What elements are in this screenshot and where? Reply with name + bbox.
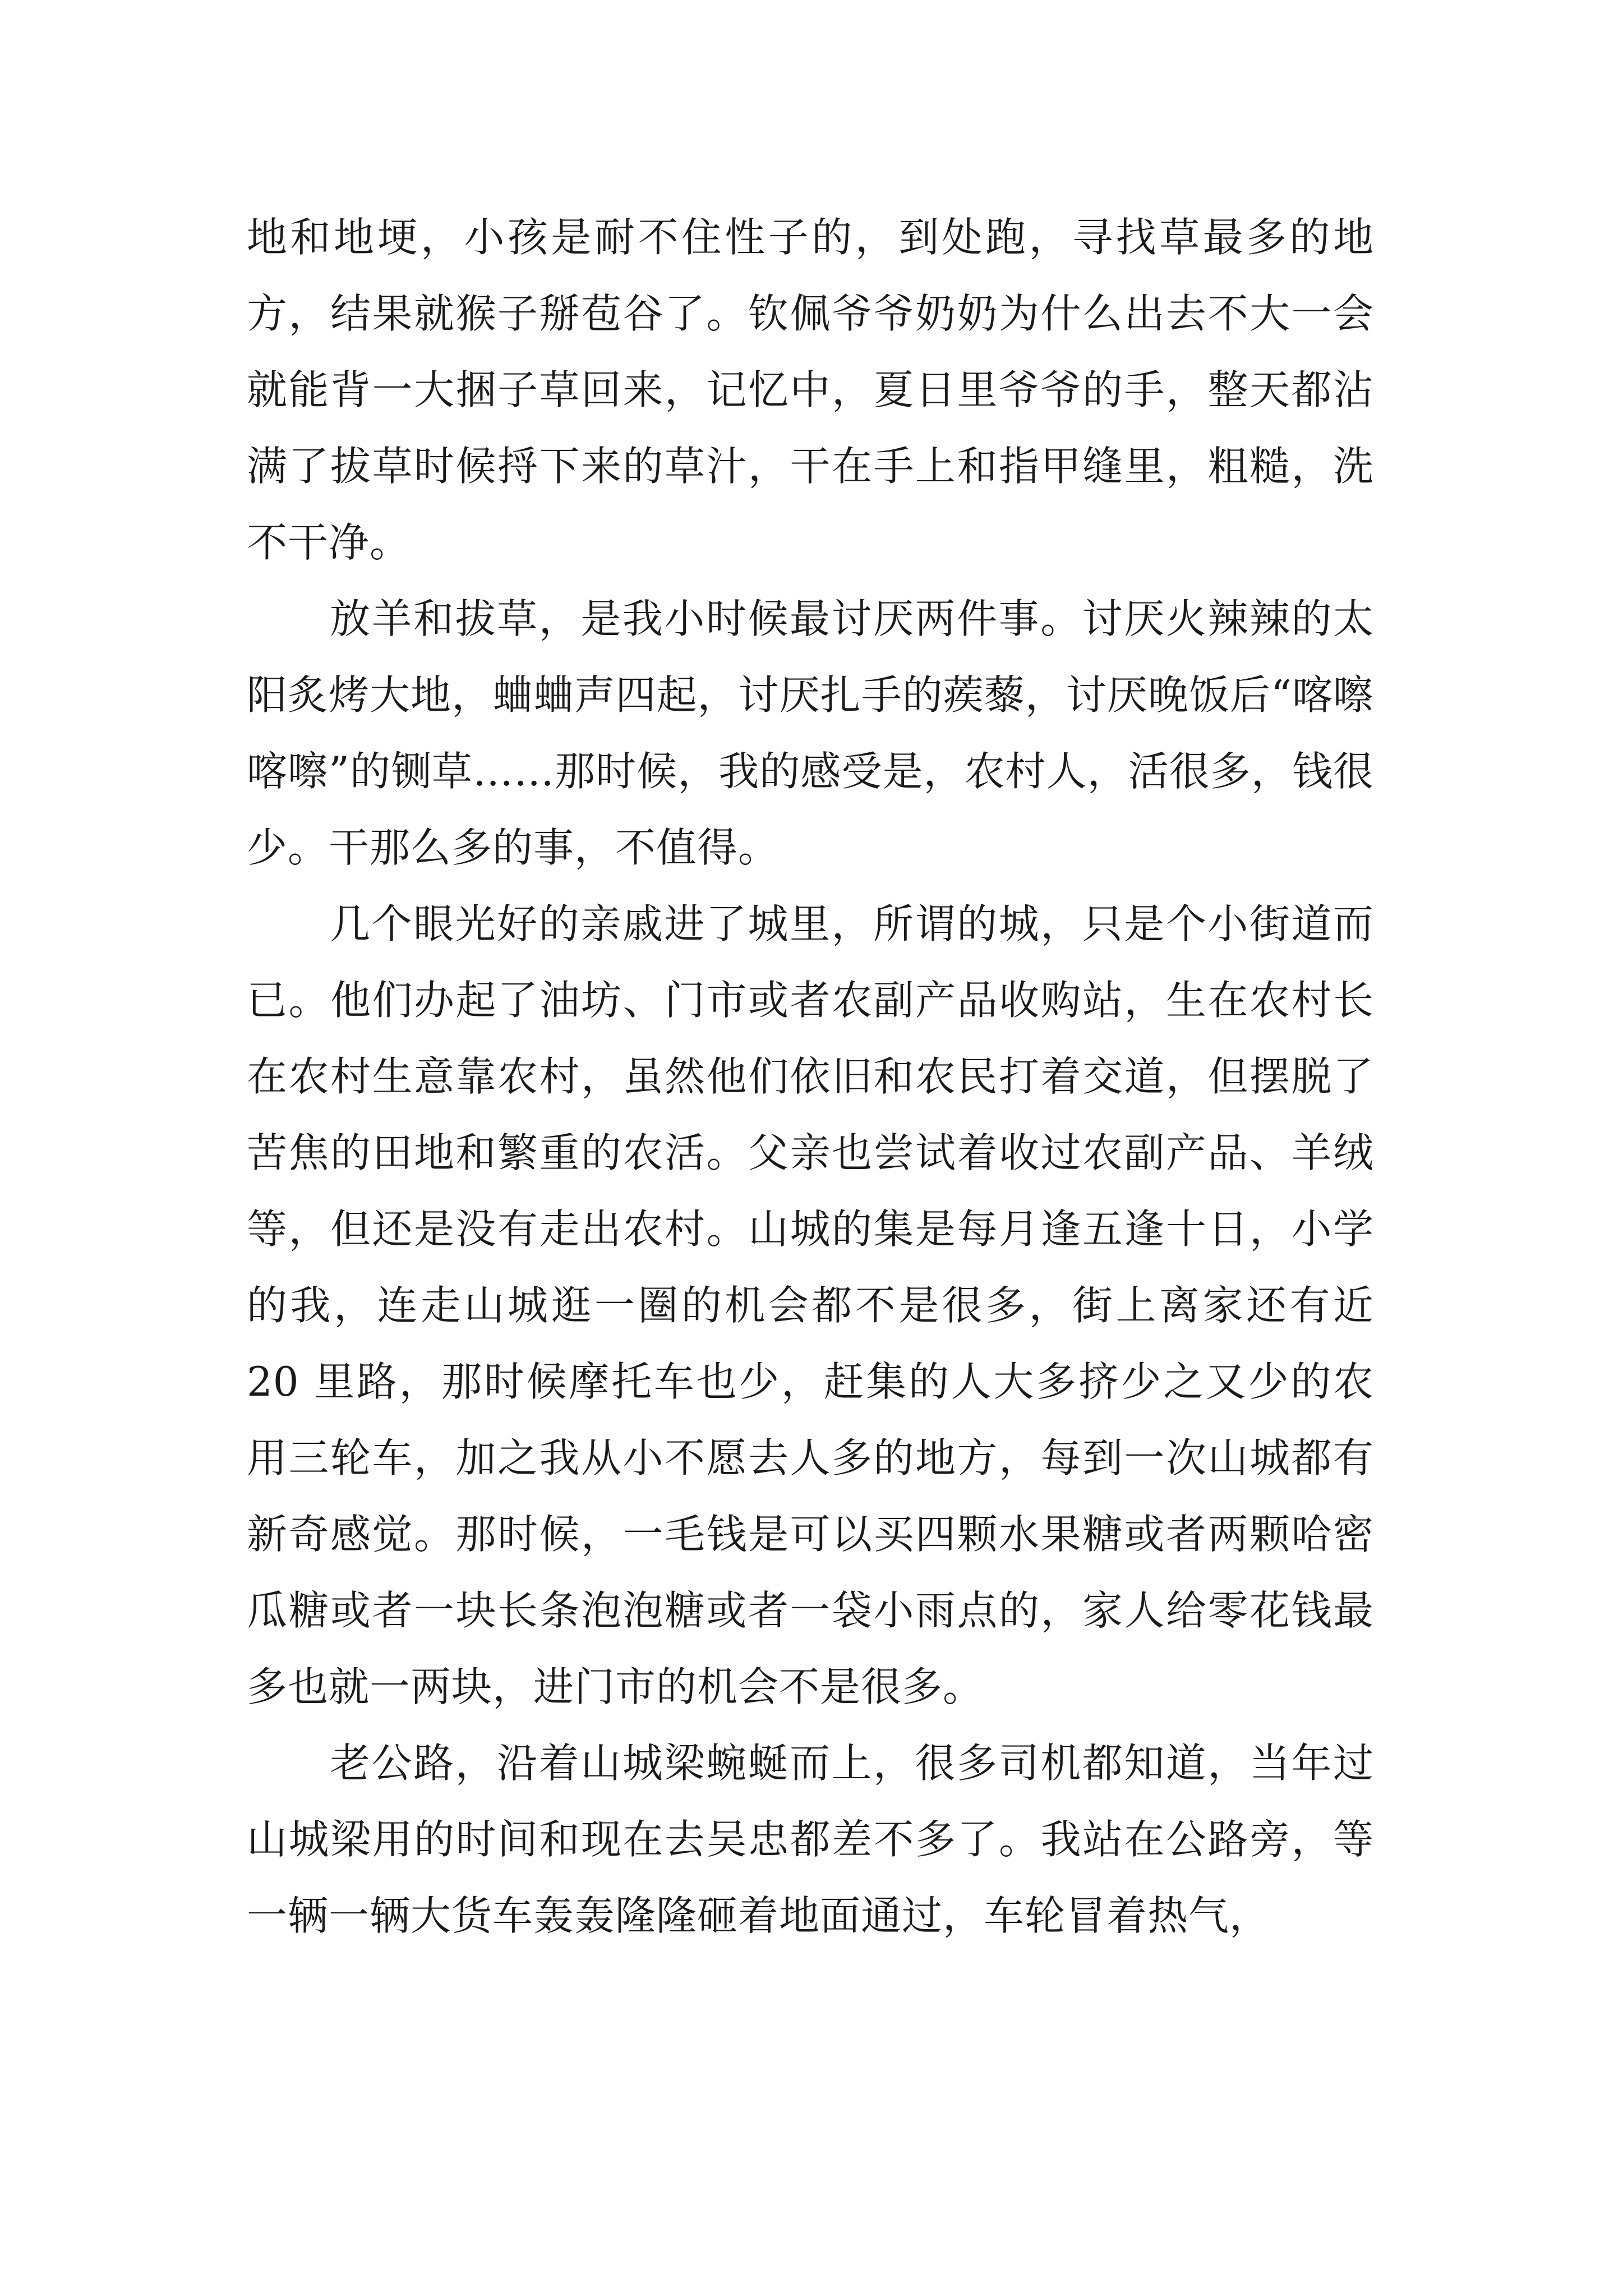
paragraph-4: 老公路，沿着山城梁蜿蜒而上，很多司机都知道，当年过山城梁用的时间和现在去吴忠都差不多了。我站在公路旁，等一辆一辆大货车轰轰隆隆砸着地面通过，车轮冒着热气，	[247, 1740, 1374, 1939]
paragraph-1: 地和地埂，小孩是耐不住性子的，到处跑，寻找草最多的地方，结果就猴子掰苞谷了。钦佩爷爷奶奶为什么出去不大一会就能背一大捆子草回来，记忆中，夏日里爷爷的手，整天都沾满了拔草时候捋下来的草汁，干在手上和指甲缝里，粗糙，洗不干净。	[247, 214, 1374, 566]
document-body	[247, 199, 1374, 1954]
paragraph-2: 放羊和拔草，是我小时候最讨厌两件事。讨厌火辣辣的太阳炙烤大地，蛐蛐声四起，讨厌扎手的蒺藜，讨厌晚饭后“喀嚓喀嚓”的铡草……那时候，我的感受是，农村人，活很多，钱很少。干那么多的事，不值得。	[247, 595, 1374, 871]
paragraph-3: 几个眼光好的亲戚进了城里，所谓的城，只是个小街道而已。他们办起了油坊、门市或者农副产品收购站，生在农村长在农村生意靠农村，虽然他们依旧和农民打着交道，但摆脱了苦焦的田地和繁重的农活。父亲也尝试着收过农副产品、羊绒等，但还是没有走出农村。山城的集是每月逢五逢十日，小学的我，连走山城逛一圈的机会都不是很多，街上离家还有近 20 里路，那时候摩托车也少，赶集的人大多挤少之又少的农用三轮车，加之我从小不愿去人多的地方，每到一次山城都有新奇感觉。那时候，一毛钱是可以买四颗水果糖或者两颗哈密瓜糖或者一块长条泡泡糖或者一袋小雨点的，家人给零花钱最多也就一两块，进门市的机会不是很多。	[247, 900, 1374, 1710]
